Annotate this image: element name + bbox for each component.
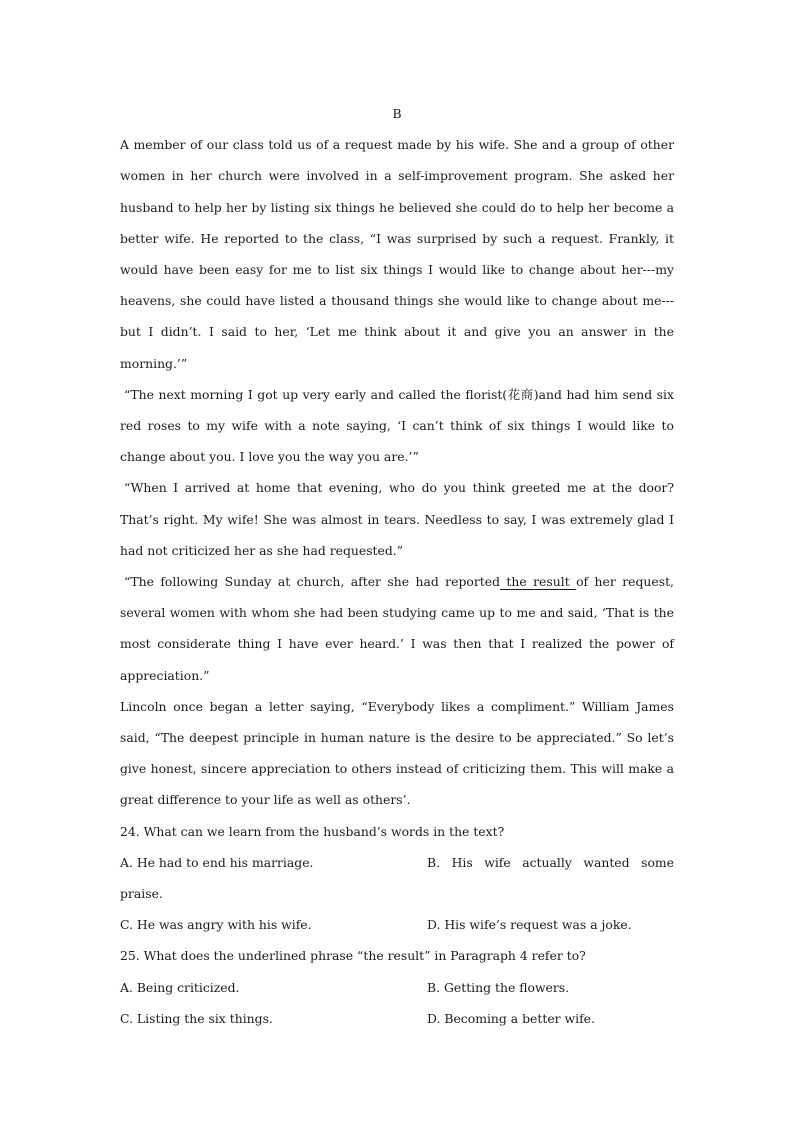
option-c: C. Listing the six things. <box>120 1010 273 1026</box>
option-d: D. Becoming a better wife. <box>427 1010 595 1026</box>
paragraph-4-start: “The following Sunday at church, after she had reported <box>124 574 500 590</box>
underlined-phrase: the result <box>500 574 577 590</box>
option-c: C. He was angry with his wife. <box>120 917 312 933</box>
options-row-1 <box>120 972 674 1003</box>
paragraph-4 <box>120 566 674 691</box>
question-stem: 25. What does the underlined phrase “the result” in Paragraph 4 refer to? <box>120 948 586 964</box>
paragraph-3: “When I arrived at home that evening, who do you think greeted me at the door? That’s right. My wife! She was almost in tears. Needless to say, I was extremely glad I had not criticized her as she had requested.” <box>120 480 674 558</box>
document-page <box>120 98 674 1034</box>
section-label: B <box>392 106 402 121</box>
option-b: B. Getting the flowers. <box>427 979 570 995</box>
options-row-2 <box>120 909 674 940</box>
paragraph-1: A member of our class told us of a request made by his wife. She and a group of other women in her church were involved in a self-improvement program. She asked her husband to help her by listing six things he believed she could do to help her become a better wife. He reported to the class, “I was surprised by such a request. Frankly, it would have been easy for me to list six things I would like to change about her---my heavens, she could have listed a thousand things she would like to change about me---but I didn’t. I said to her, ‘Let me think about it and give you an answer in the morning.’” <box>120 137 674 371</box>
options-row-2 <box>120 1003 674 1034</box>
option-a: A. He had to end his marriage. <box>120 854 314 870</box>
paragraph-2: “The next morning I got up very early and called the florist(花商)and had him send six red roses to my wife with a note saying, ‘I can’t think of six things I would like to change about you. I love you the way you are.’” <box>120 386 674 465</box>
question-25 <box>120 940 674 1034</box>
option-a: A. Being criticized. <box>120 979 240 995</box>
question-24 <box>120 816 674 941</box>
question-stem: 24. What can we learn from the husband’s words in the text? <box>120 823 505 839</box>
option-d: D. His wife’s request was a joke. <box>427 917 632 933</box>
options-row-1 <box>120 847 674 878</box>
paragraph-4-end: of her request, several women with whom she had been studying came up to me and said, ‘That is the most considerate thing I have ever heard.’ I was then that I realized the power of appreciation.” <box>120 574 674 683</box>
paragraph-5: Lincoln once began a letter saying, “Everybody likes a compliment.” William James said, “The deepest principle in human nature is the desire to be appreciated.” So let’s give honest, sincere appreciation to others instead of criticizing them. This will make a great difference to your life as well as others’. <box>120 698 674 808</box>
option-b: B. His wife actually wanted some <box>427 854 674 870</box>
option-b-continuation: praise. <box>120 886 163 902</box>
